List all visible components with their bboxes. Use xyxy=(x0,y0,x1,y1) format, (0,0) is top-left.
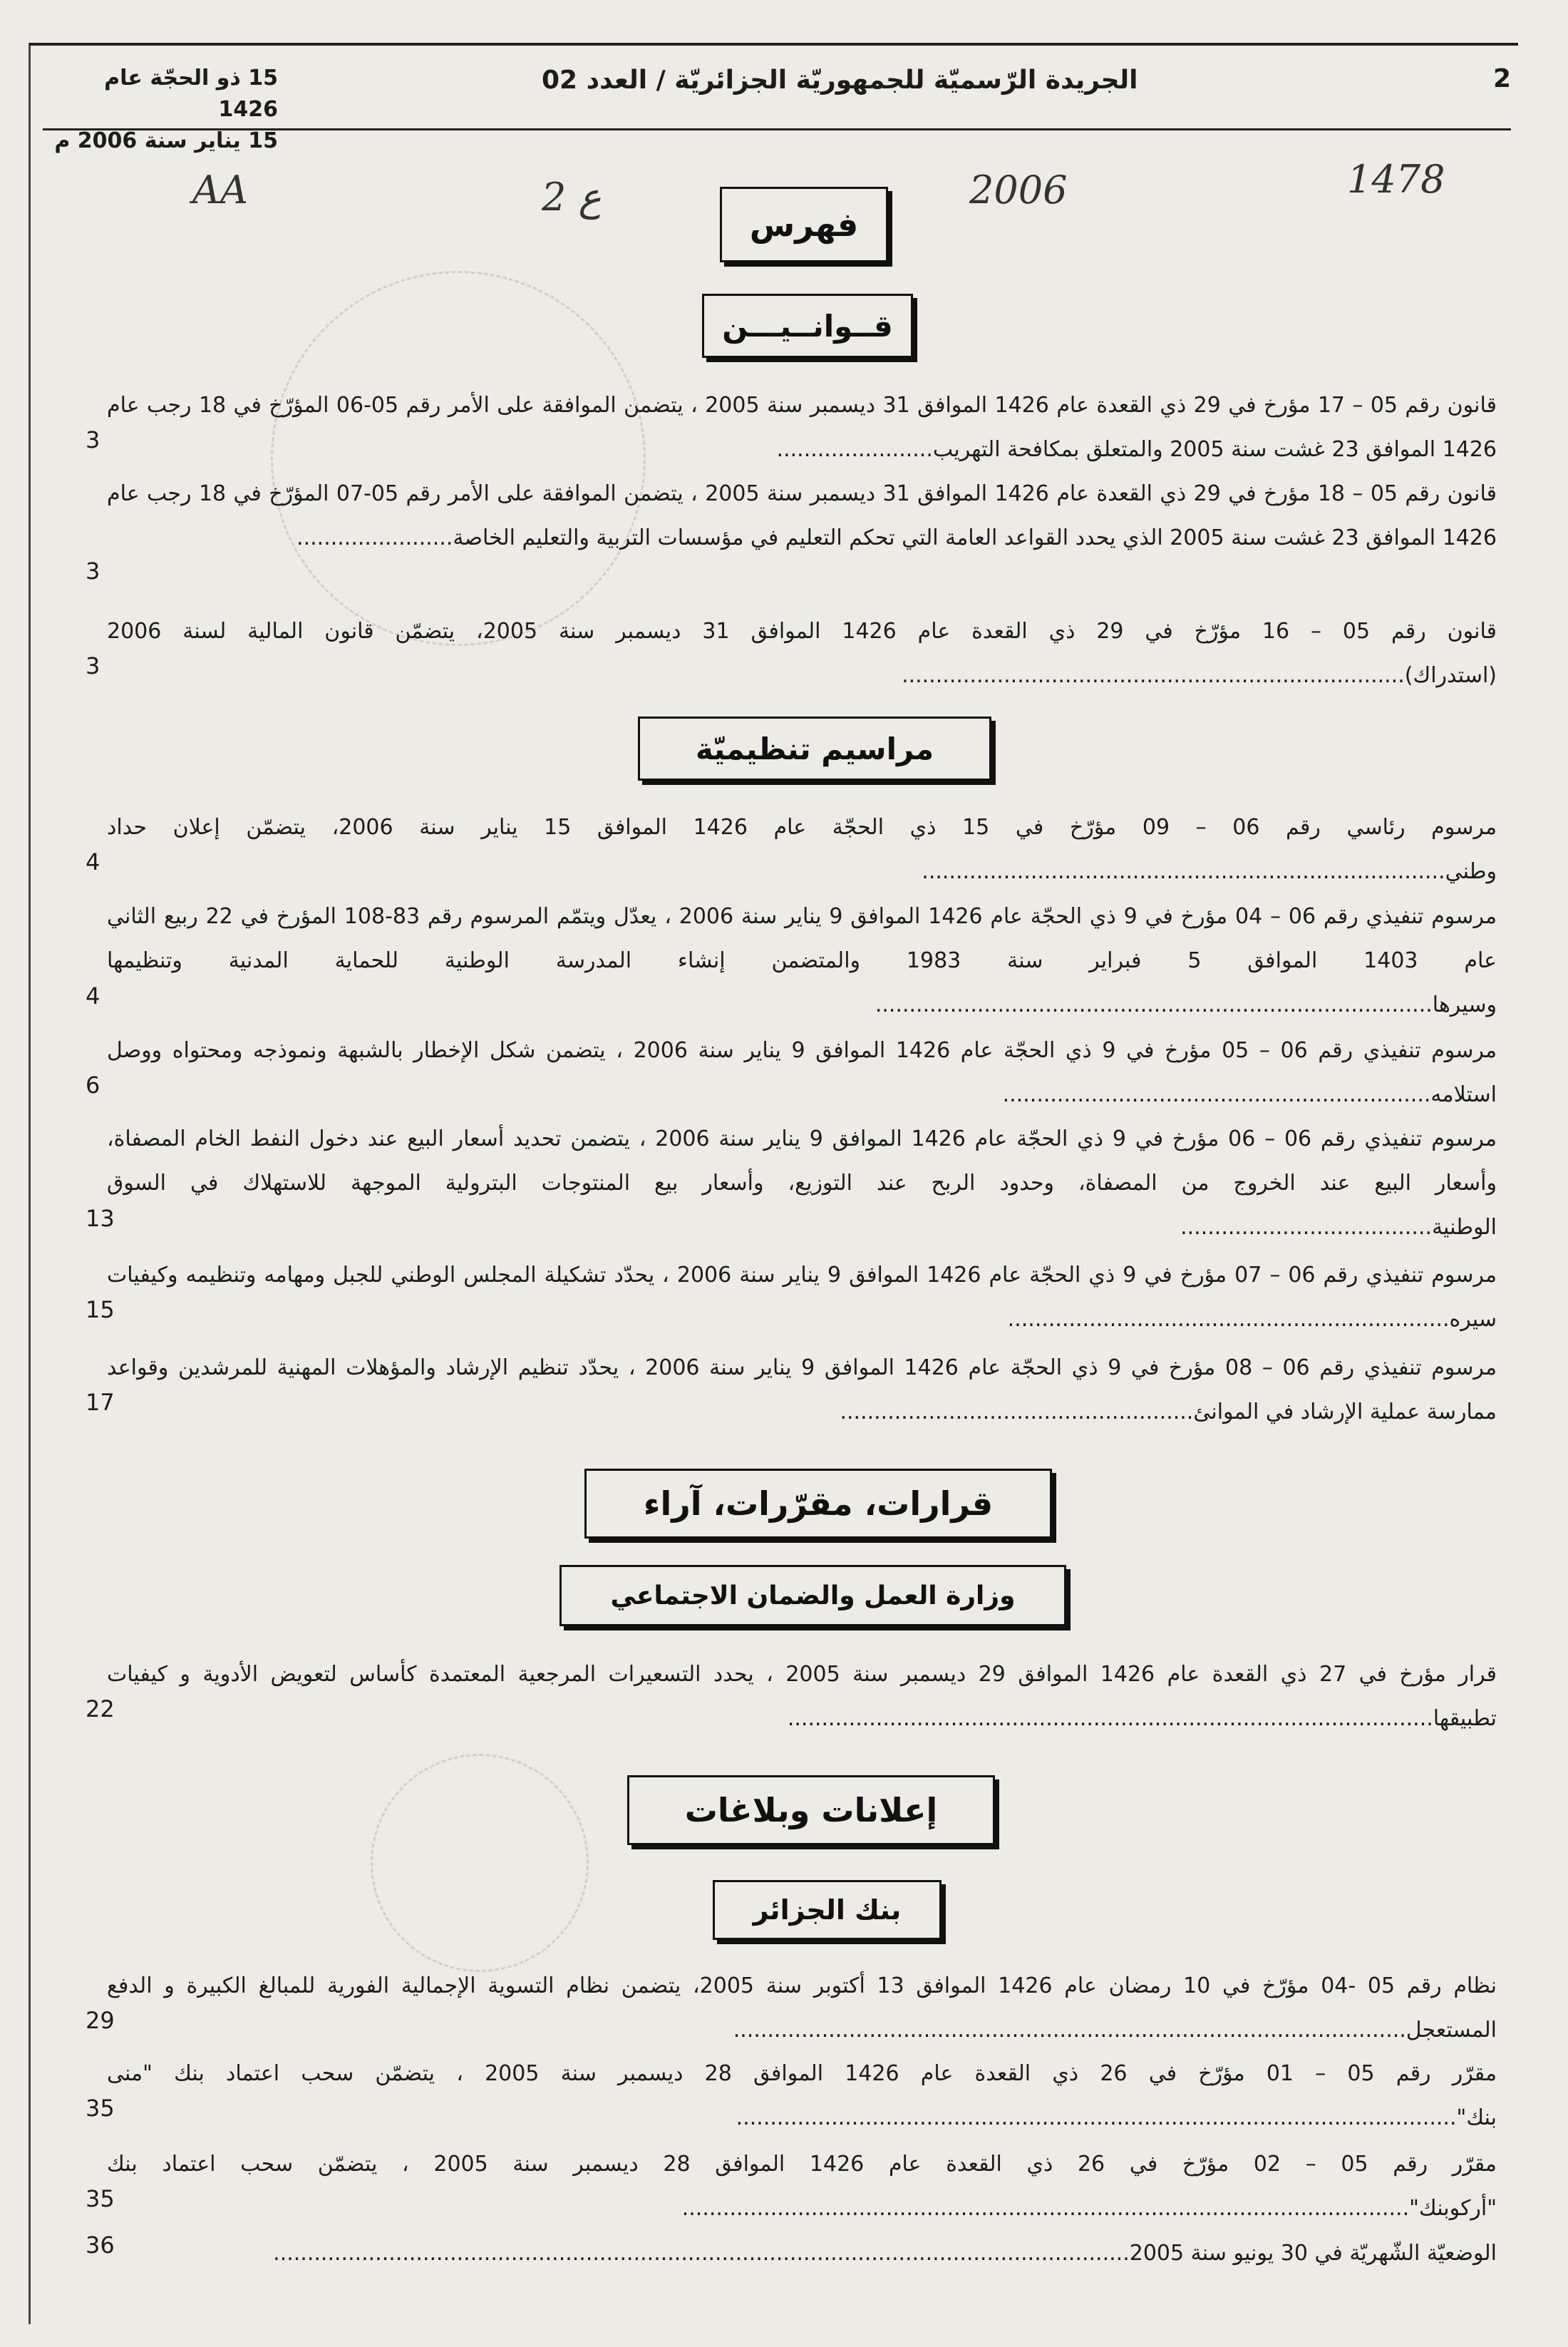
issue-date-gregorian: 15 يناير سنة 2006 م xyxy=(54,128,278,153)
section-decrees: مراسيم تنظيميّة xyxy=(638,717,991,781)
handwritten-note: 2 ع xyxy=(542,175,602,220)
entry-page-number: 22 xyxy=(86,1695,115,1722)
entry-text: قانون رقم 05 – 16 مؤرّخ في 29 ذي القعدة عام 1426 الموافق 31 ديسمبر سنة 2005، يتضمّن قانون المالية لسنة 2006 (استدراك) xyxy=(107,619,1497,688)
section-decisions: قرارات، مقرّرات، آراء xyxy=(584,1469,1052,1539)
entry-page-number: 13 xyxy=(86,1205,115,1232)
index-entry: قانون رقم 05 – 16 مؤرّخ في 29 ذي القعدة عام 1426 الموافق 31 ديسمبر سنة 2005، يتضمّن قانون المالية لسنة 2006 (استدراك).......................................................................... xyxy=(107,619,1497,688)
index-entry: نظام رقم 05 -04 مؤرّخ في 10 رمضان عام 1426 الموافق 13 أكتوبر سنة 2005، يتضمن نظام التسوية الإجمالية الفورية للمبالغ الكبيرة و الدفع المستعجل................................................................................................... xyxy=(107,1973,1497,2043)
index-entry: مرسوم تنفيذي رقم 06 – 07 مؤرخ في 9 ذي الحجّة عام 1426 الموافق 9 يناير سنة 2006 ، يحدّد تشكيلة المجلس الوطني للجبل ومهامه وتنظيمه وكيفيات سيره................................................................. xyxy=(107,1263,1497,1332)
entry-page-number: 3 xyxy=(86,558,100,585)
entry-text: الوضعيّة الشّهريّة في 30 يونيو سنة 2005 xyxy=(1129,2241,1497,2266)
index-entry: قانون رقم 05 – 17 مؤرخ في 29 ذي القعدة عام 1426 الموافق 31 ديسمبر سنة 2005 ، يتضمن الموافقة على الأمر رقم 05-06 المؤرّخ في 18 رجب عام 1426 الموافق 23 غشت سنة 2005 والمتعلق بمكافحة التهريب....................... xyxy=(107,393,1497,462)
entry-text: مرسوم تنفيذي رقم 06 – 06 مؤرخ في 9 ذي الحجّة عام 1426 الموافق 9 يناير سنة 2006 ، يتضمن تحديد أسعار البيع عند دخول النفط الخام المصفاة، وأسعار البيع عند الخروج من المصفاة، وحدود الربح عند التوزيع، وأسعار بيع المنتوجات البترولية الموجهة للاستهلاك في السوق الوطنية xyxy=(107,1126,1497,1240)
index-title: فهرس xyxy=(720,187,888,262)
index-entry: قانون رقم 05 – 18 مؤرخ في 29 ذي القعدة عام 1426 الموافق 31 ديسمبر سنة 2005 ، يتضمن الموافقة على الأمر رقم 05-07 المؤرّخ في 18 رجب عام 1426 الموافق 23 غشت سنة 2005 الذي يحدد القواعد العامة التي تحكم التعليم في مؤسسات التربية والتعليم الخاصة....................... xyxy=(107,481,1497,550)
entry-text: مرسوم تنفيذي رقم 06 – 05 مؤرخ في 9 ذي الحجّة عام 1426 الموافق 9 يناير سنة 2006 ، يتضمن شكل الإخطار بالشبهة ونموذجه ومحتواه ووصل استلامه xyxy=(107,1038,1497,1107)
index-entry: مقرّر رقم 05 – 01 مؤرّخ في 26 ذي القعدة عام 1426 الموافق 28 ديسمبر سنة 2005 ، يتضمّن سحب اعتماد بنك "منى بنك".......................................................................................................... xyxy=(107,2061,1497,2130)
entry-page-number: 6 xyxy=(86,1072,100,1099)
entry-page-number: 3 xyxy=(86,426,100,453)
entry-page-number: 4 xyxy=(86,848,100,875)
page-header xyxy=(43,64,1511,153)
issue-date xyxy=(43,63,278,157)
index-entry: مرسوم رئاسي رقم 06 – 09 مؤرّخ في 15 ذي الحجّة عام 1426 الموافق 15 يناير سنة 2006، يتضمّن إعلان حداد وطني............................................................................. xyxy=(107,815,1497,884)
entry-text: مرسوم تنفيذي رقم 06 – 07 مؤرخ في 9 ذي الحجّة عام 1426 الموافق 9 يناير سنة 2006 ، يحدّد تشكيلة المجلس الوطني للجبل ومهامه وتنظيمه وكيفيات سيره xyxy=(107,1263,1497,1332)
issue-date-hijri: 15 ذو الحجّة عام 1426 xyxy=(104,66,278,122)
index-entry: الوضعيّة الشّهريّة في 30 يونيو سنة 2005.............................................................................................................................. xyxy=(273,2241,1497,2266)
index-entry: مرسوم تنفيذي رقم 06 – 08 مؤرخ في 9 ذي الحجّة عام 1426 الموافق 9 يناير سنة 2006 ، يحدّد تنظيم الإرشاد والمؤهلات المهنية للمرشدين وقواعد ممارسة عملية الإرشاد في الموانئ.................................................... xyxy=(107,1355,1497,1424)
handwritten-note: 1478 xyxy=(1347,157,1445,202)
entry-text: قانون رقم 05 – 17 مؤرخ في 29 ذي القعدة عام 1426 الموافق 31 ديسمبر سنة 2005 ، يتضمن الموافقة على الأمر رقم 05-06 المؤرّخ في 18 رجب عام 1426 الموافق 23 غشت سنة 2005 والمتعلق بمكافحة التهريب xyxy=(107,393,1497,462)
entry-page-number: 35 xyxy=(86,2095,115,2122)
section-bank: بنك الجزائر xyxy=(713,1880,942,1940)
section-laws: قــوانــيـــن xyxy=(702,294,913,358)
entry-text: مقرّر رقم 05 – 01 مؤرّخ في 26 ذي القعدة عام 1426 الموافق 28 ديسمبر سنة 2005 ، يتضمّن سحب اعتماد بنك "منى بنك" xyxy=(107,2061,1497,2130)
entry-text: مقرّر رقم 05 – 02 مؤرّخ في 26 ذي القعدة عام 1426 الموافق 28 ديسمبر سنة 2005 ، يتضمّن سحب اعتماد بنك "أركوبنك" xyxy=(107,2152,1497,2221)
entry-page-number: 29 xyxy=(86,2007,115,2034)
index-entry: مرسوم تنفيذي رقم 06 – 06 مؤرخ في 9 ذي الحجّة عام 1426 الموافق 9 يناير سنة 2006 ، يتضمن تحديد أسعار البيع عند دخول النفط الخام المصفاة، وأسعار البيع عند الخروج من المصفاة، وحدود الربح عند التوزيع، وأسعار بيع المنتوجات البترولية الموجهة للاستهلاك في السوق الوطنية..................................... xyxy=(107,1126,1497,1240)
index-entry: مقرّر رقم 05 – 02 مؤرّخ في 26 ذي القعدة عام 1426 الموافق 28 ديسمبر سنة 2005 ، يتضمّن سحب اعتماد بنك "أركوبنك"........................................................................................................... xyxy=(107,2152,1497,2221)
entry-text: مرسوم رئاسي رقم 06 – 09 مؤرّخ في 15 ذي الحجّة عام 1426 الموافق 15 يناير سنة 2006، يتضمّن إعلان حداد وطني xyxy=(107,815,1497,884)
index-entry: قرار مؤرخ في 27 ذي القعدة عام 1426 الموافق 29 ديسمبر سنة 2005 ، يحدد التسعيرات المرجعية المعتمدة كأساس لتعويض الأدوية و كيفيات تطبيقها............................................................................................... xyxy=(107,1662,1497,1731)
handwritten-note: 2006 xyxy=(969,168,1068,212)
entry-page-number: 36 xyxy=(86,2232,115,2259)
entry-text: قانون رقم 05 – 18 مؤرخ في 29 ذي القعدة عام 1426 الموافق 31 ديسمبر سنة 2005 ، يتضمن الموافقة على الأمر رقم 05-07 المؤرّخ في 18 رجب عام 1426 الموافق 23 غشت سنة 2005 الذي يحدد القواعد العامة التي تحكم التعليم في مؤسسات التربية والتعليم الخاصة xyxy=(107,481,1497,550)
entry-text: قرار مؤرخ في 27 ذي القعدة عام 1426 الموافق 29 ديسمبر سنة 2005 ، يحدد التسعيرات المرجعية المعتمدة كأساس لتعويض الأدوية و كيفيات تطبيقها xyxy=(107,1662,1497,1731)
entry-page-number: 17 xyxy=(86,1389,115,1416)
index-entry: مرسوم تنفيذي رقم 06 – 04 مؤرخ في 9 ذي الحجّة عام 1426 الموافق 9 يناير سنة 2006 ، يعدّل ويتمّم المرسوم رقم 83-108 المؤرخ في 22 ربيع الثاني عام 1403 الموافق 5 فبراير سنة 1983 والمتضمن إنشاء المدرسة الوطنية للحماية المدنية وتنظيمها وسيرها.................................................................................. xyxy=(107,904,1497,1017)
entry-page-number: 4 xyxy=(86,982,100,1010)
entry-page-number: 3 xyxy=(86,652,100,679)
handwritten-note: AA xyxy=(192,168,248,212)
index-entry: مرسوم تنفيذي رقم 06 – 05 مؤرخ في 9 ذي الحجّة عام 1426 الموافق 9 يناير سنة 2006 ، يتضمن شكل الإخطار بالشبهة ونموذجه ومحتواه ووصل استلامه............................................................... xyxy=(107,1038,1497,1107)
entry-text: مرسوم تنفيذي رقم 06 – 08 مؤرخ في 9 ذي الحجّة عام 1426 الموافق 9 يناير سنة 2006 ، يحدّد تنظيم الإرشاد والمؤهلات المهنية للمرشدين وقواعد ممارسة عملية الإرشاد في الموانئ xyxy=(107,1355,1497,1424)
section-ministry-labor: وزارة العمل والضمان الاجتماعي xyxy=(559,1565,1066,1626)
page-number: 2 xyxy=(1492,64,1511,93)
entry-page-number: 35 xyxy=(86,2185,115,2212)
entry-text: مرسوم تنفيذي رقم 06 – 04 مؤرخ في 9 ذي الحجّة عام 1426 الموافق 9 يناير سنة 2006 ، يعدّل ويتمّم المرسوم رقم 83-108 المؤرخ في 22 ربيع الثاني عام 1403 الموافق 5 فبراير سنة 1983 والمتضمن إنشاء المدرسة الوطنية للحماية المدنية وتنظيمها وسيرها xyxy=(107,904,1497,1017)
journal-title: الجريدة الرّسميّة للجمهوريّة الجزائريّة / العدد 02 xyxy=(542,66,1138,95)
section-announcements: إعلانات وبلاغات xyxy=(627,1775,995,1845)
entry-page-number: 15 xyxy=(86,1296,115,1323)
entry-text: نظام رقم 05 -04 مؤرّخ في 10 رمضان عام 1426 الموافق 13 أكتوبر سنة 2005، يتضمن نظام التسوية الإجمالية الفورية للمبالغ الكبيرة و الدفع المستعجل xyxy=(107,1973,1497,2043)
